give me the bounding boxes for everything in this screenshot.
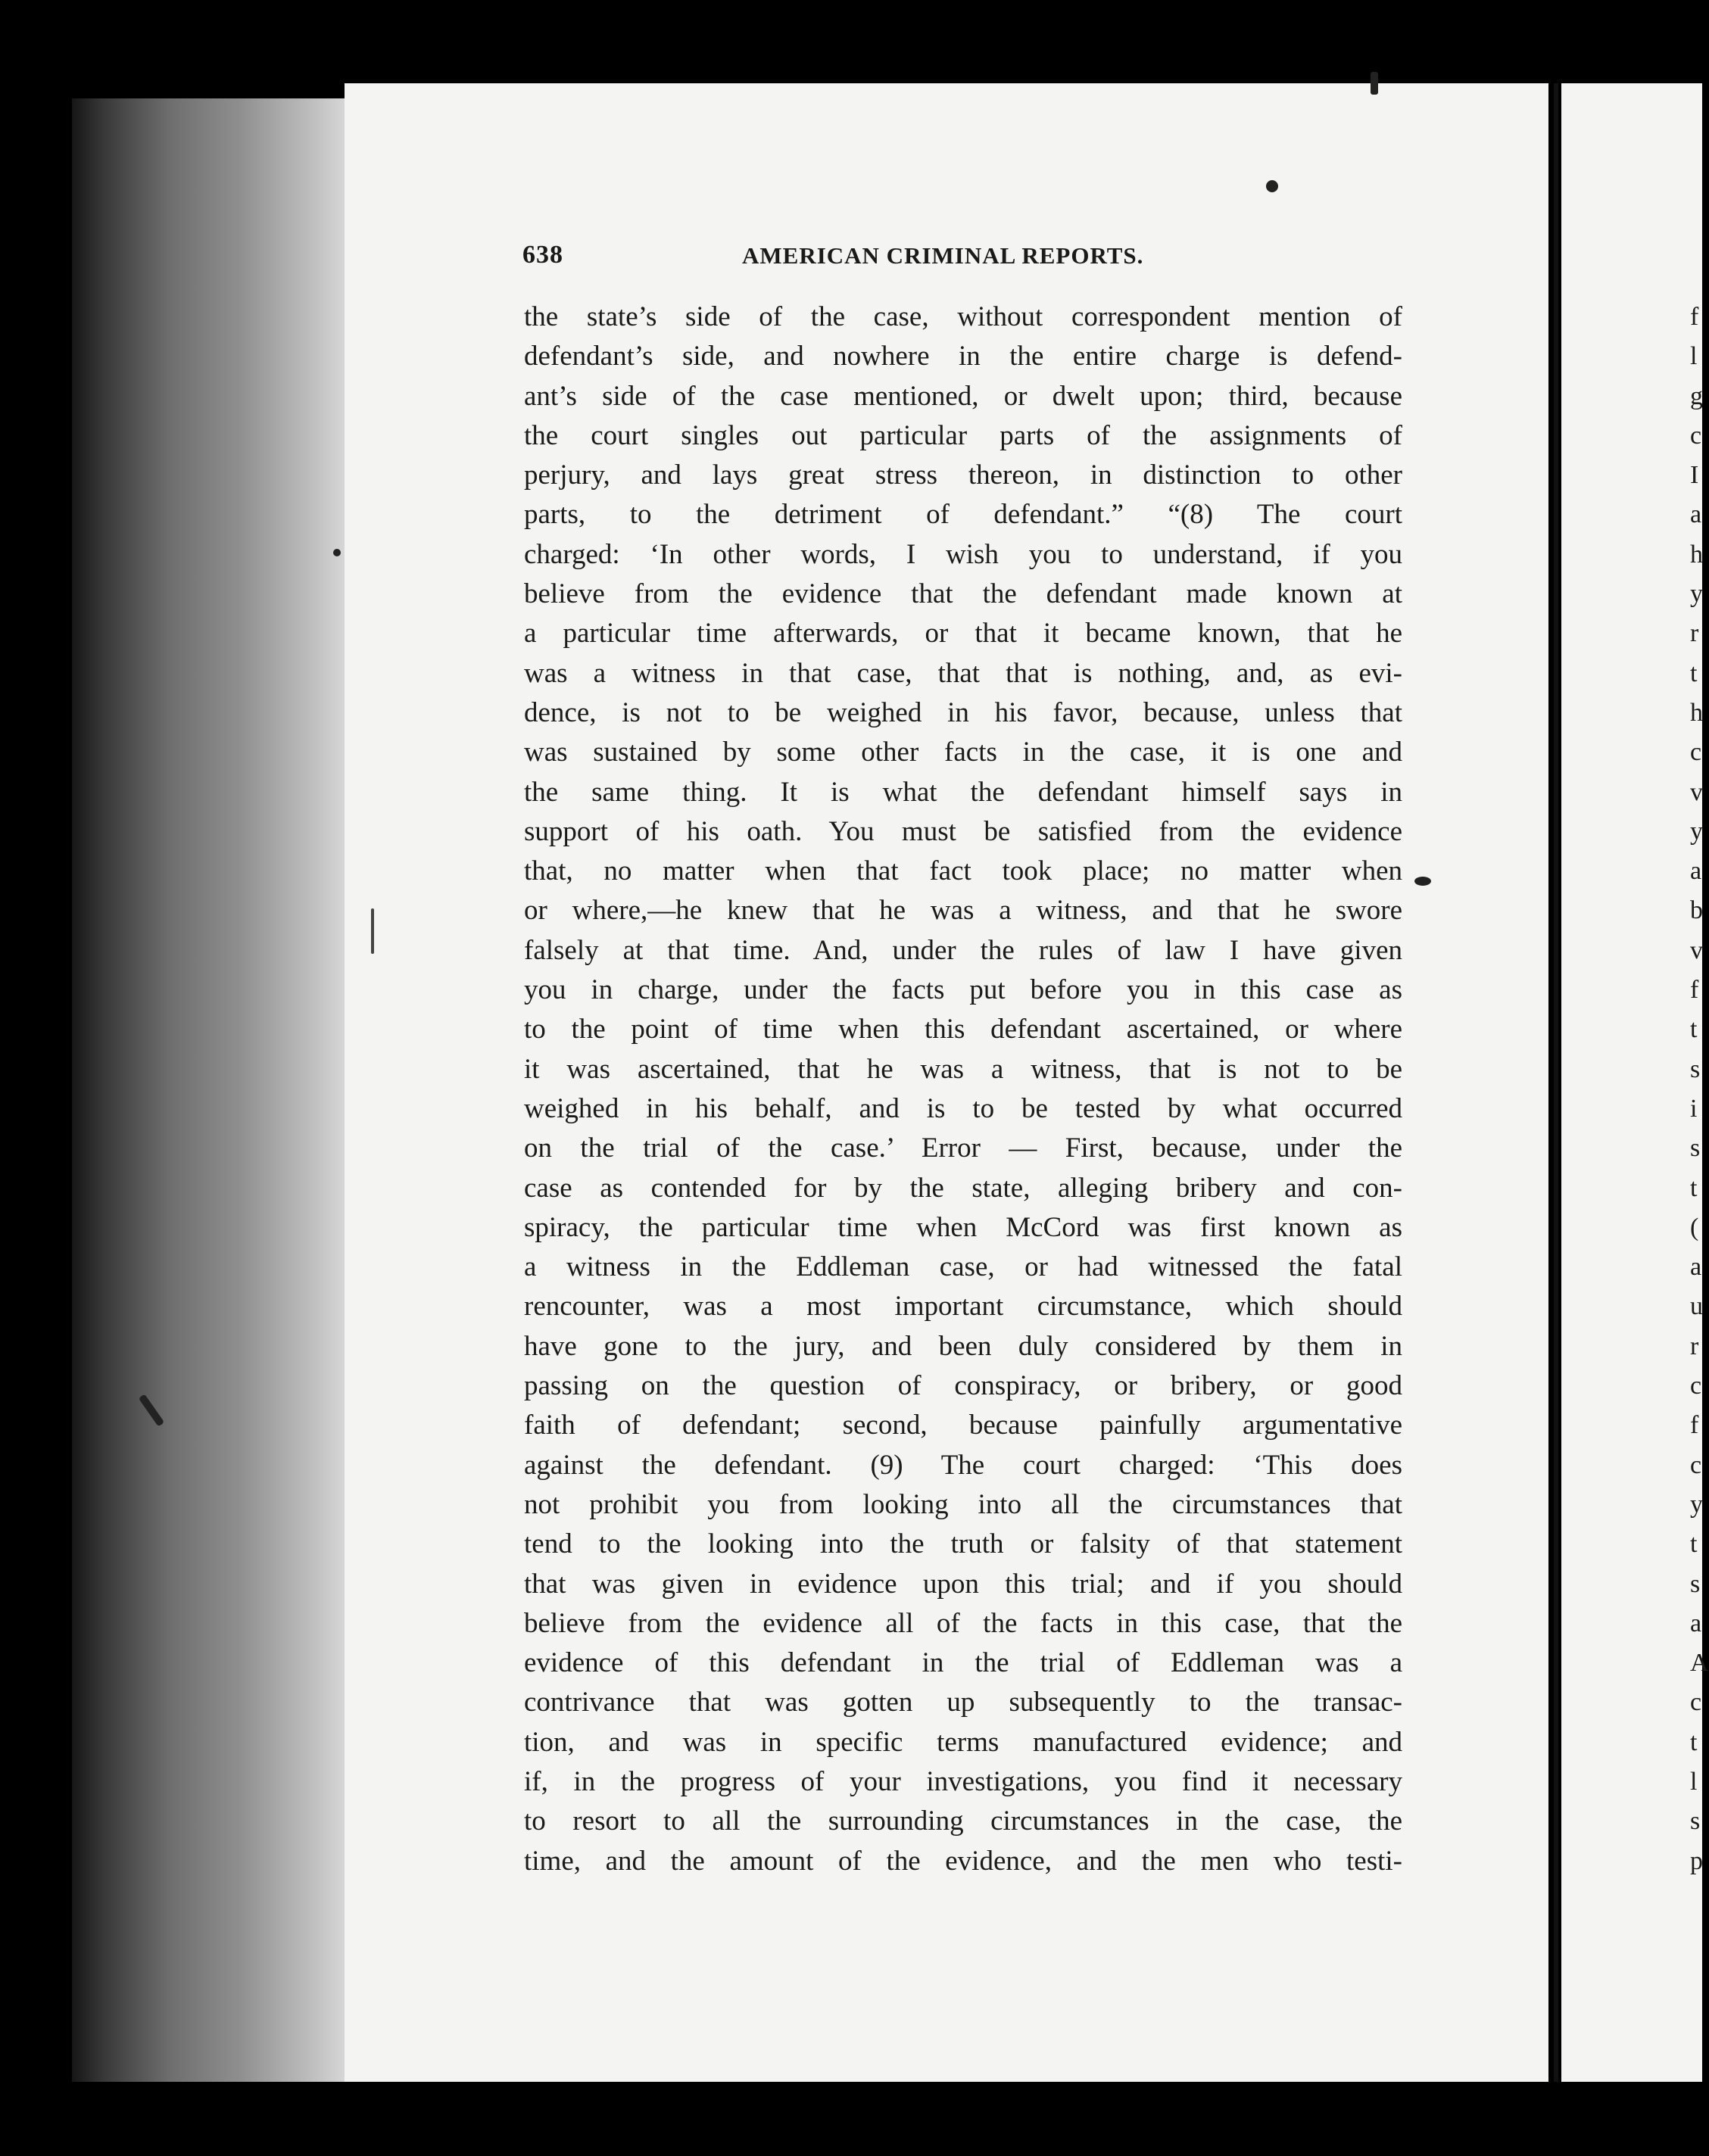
margin-letter: r [1690, 619, 1699, 648]
margin-letter: u [1690, 1292, 1703, 1321]
text-line: believe from the evidence that the defendant made known at [524, 578, 1402, 610]
text-line: was a witness in that case, that that is nothing, and, as evi- [524, 657, 1402, 689]
scan-speck [1266, 180, 1278, 192]
text-line: passing on the question of conspiracy, or bribery, or good [524, 1370, 1402, 1402]
margin-letter: A [1690, 1649, 1709, 1678]
margin-letter: f [1690, 976, 1699, 1005]
text-line: you in charge, under the facts put before you in this case as [524, 974, 1402, 1006]
margin-letter: c [1690, 1688, 1702, 1717]
margin-letter: s [1690, 1569, 1701, 1598]
margin-letter: t [1690, 1728, 1698, 1756]
text-line: the state’s side of the case, without correspondent mention of [524, 301, 1402, 332]
facing-page-edge [1561, 83, 1709, 2082]
text-line: contrivance that was gotten up subsequently to the transac- [524, 1687, 1402, 1718]
margin-letter: l [1690, 1767, 1698, 1796]
page-header [522, 241, 1401, 286]
margin-letter: f [1690, 1411, 1699, 1440]
running-head: AMERICAN CRIMINAL REPORTS. [742, 242, 1144, 269]
margin-letter: c [1690, 1372, 1702, 1400]
text-line: rencounter, was a most important circumstance, which should [524, 1291, 1402, 1323]
text-line: the court singles out particular parts of the assignments of [524, 419, 1402, 451]
text-line: not prohibit you from looking into all the circumstances that [524, 1488, 1402, 1520]
text-line: against the defendant. (9) The court charged: ‘This does [524, 1449, 1402, 1481]
text-line: perjury, and lays great stress thereon, in distinction to other [524, 460, 1402, 491]
text-line: charged: ‘In other words, I wish you to understand, if you [524, 538, 1402, 570]
text-line: faith of defendant; second, because painfully argumentative [524, 1410, 1402, 1441]
text-line: or where,—he knew that he was a witness, and that he swore [524, 895, 1402, 927]
margin-letter: a [1690, 857, 1702, 886]
margin-letter: a [1690, 1609, 1702, 1637]
page-gutter [1554, 83, 1558, 2082]
text-line: evidence of this defendant in the trial of Eddleman was a [524, 1647, 1402, 1679]
text-line: it was ascertained, that he was a witness, that is not to be [524, 1053, 1402, 1085]
text-line: that, no matter when that fact took place; no matter when [524, 855, 1402, 887]
margin-letter: t [1690, 659, 1698, 687]
text-line: weighed in his behalf, and is to be tested by what occurred [524, 1092, 1402, 1124]
margin-letter: f [1690, 303, 1699, 331]
margin-letter: b [1690, 896, 1703, 925]
text-line: time, and the amount of the evidence, and the men who testi- [524, 1845, 1402, 1877]
text-line: if, in the progress of your investigations, you find it necessary [524, 1765, 1402, 1797]
text-line: was sustained by some other facts in the case, it is one and [524, 737, 1402, 768]
margin-letter: a [1690, 500, 1702, 529]
text-line: a witness in the Eddleman case, or had witnessed the fatal [524, 1251, 1402, 1283]
margin-letter: c [1690, 738, 1702, 767]
text-line: to resort to all the surrounding circumstances in the case, the [524, 1805, 1402, 1837]
margin-letter: h [1690, 698, 1703, 727]
text-line: dence, is not to be weighed in his favor, because, unless that [524, 696, 1402, 728]
text-line: support of his oath. You must be satisfied from the evidence [524, 815, 1402, 847]
margin-letter: s [1690, 1807, 1701, 1836]
margin-letter: r [1690, 1332, 1699, 1360]
text-line: spiracy, the particular time when McCord was first known as [524, 1211, 1402, 1243]
scan-speck [371, 908, 374, 954]
text-line: the same thing. It is what the defendant himself says in [524, 776, 1402, 808]
text-line: that was given in evidence upon this trial; and if you should [524, 1568, 1402, 1600]
margin-letter: h [1690, 540, 1703, 569]
margin-letter: l [1690, 342, 1698, 371]
text-line: to the point of time when this defendant ascertained, or where [524, 1014, 1402, 1045]
margin-letter: s [1690, 1134, 1701, 1163]
body-text [524, 298, 1402, 1881]
margin-letter: c [1690, 1450, 1702, 1479]
margin-letter: v [1690, 777, 1703, 806]
text-line: on the trial of the case.’ Error — First, because, under the [524, 1133, 1402, 1164]
book-spine-shadow [72, 98, 352, 2082]
text-line: have gone to the jury, and been duly considered by them in [524, 1330, 1402, 1362]
scan-speck [1371, 72, 1378, 95]
margin-letter: t [1690, 1015, 1698, 1044]
text-line: ant’s side of the case mentioned, or dwelt upon; third, because [524, 380, 1402, 412]
scan-speck [1414, 877, 1431, 886]
margin-letter: i [1690, 1094, 1698, 1123]
margin-letter: a [1690, 1253, 1702, 1282]
text-line: falsely at that time. And, under the rules of law I have given [524, 934, 1402, 966]
margin-letter: c [1690, 421, 1702, 450]
facing-page-margin-letters [1690, 298, 1709, 1881]
text-line: case as contended for by the state, alleging bribery and con- [524, 1172, 1402, 1204]
text-line: parts, to the detriment of defendant.” “(8) The court [524, 499, 1402, 531]
margin-letter: I [1690, 461, 1699, 490]
scan-speck [333, 549, 341, 556]
text-line: defendant’s side, and nowhere in the entire charge is defend- [524, 341, 1402, 372]
margin-letter: s [1690, 1055, 1701, 1083]
margin-letter: t [1690, 1173, 1698, 1202]
margin-letter: y [1690, 580, 1703, 609]
text-line: tend to the looking into the truth or falsity of that statement [524, 1528, 1402, 1560]
text-line: tion, and was in specific terms manufactured evidence; and [524, 1726, 1402, 1758]
text-line: believe from the evidence all of the facts in this case, that the [524, 1607, 1402, 1639]
margin-letter: p [1690, 1846, 1703, 1875]
text-line: a particular time afterwards, or that it became known, that he [524, 618, 1402, 650]
margin-letter: y [1690, 817, 1703, 846]
margin-letter: v [1690, 936, 1703, 964]
margin-letter: ( [1690, 1213, 1699, 1242]
margin-letter: y [1690, 1490, 1703, 1519]
margin-letter: g [1690, 382, 1703, 410]
page-number: 638 [522, 241, 563, 269]
margin-letter: t [1690, 1530, 1698, 1559]
